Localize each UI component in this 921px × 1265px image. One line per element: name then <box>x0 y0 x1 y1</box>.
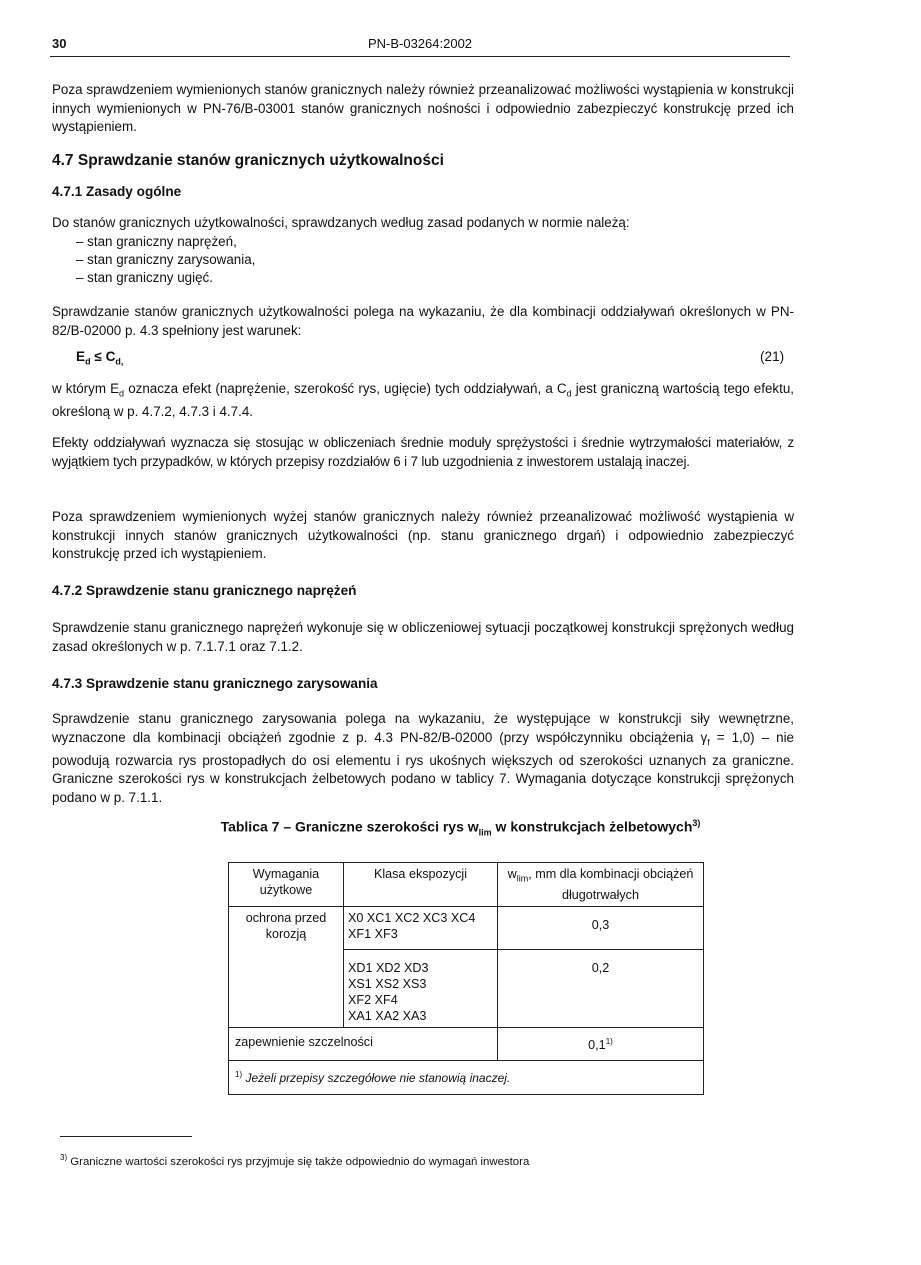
table-row <box>229 1027 704 1060</box>
page-header <box>50 34 790 57</box>
table-7 <box>228 862 704 1095</box>
equation-number: (21) <box>760 349 785 364</box>
footnote-3: $^{3)}$ Graniczne wartości szerokości rys przyjmuje się także odpowiednio do wymagań inwestora <box>60 1153 530 1168</box>
section-4-7-2-body: Sprawdzenie stanu granicznego naprężeń wykonuje się w obliczeniowej sytuacji początkowej konstrukcji sprężonych według zasad określonych w p. 7.1.7.1 oraz 7.1.2. <box>52 620 794 654</box>
table-note: $^{1)}$ Jeżeli przepisy szczegółowe nie stanowią inaczej. <box>229 1060 704 1094</box>
list-item: – stan graniczny zarysowania, <box>76 252 256 268</box>
table-note-row <box>229 1060 704 1094</box>
cell-value-3: 0,1$^{1)}$ <box>498 1027 704 1060</box>
table-header-row <box>229 863 704 907</box>
formula-21: $E_d \le C_{d,}$ <box>76 349 124 367</box>
cell-tightness: zapewnienie szczelności <box>229 1027 498 1060</box>
header-cell-requirements: Wymagania użytkowe <box>229 863 344 907</box>
table-7-caption: Tablica 7 – Graniczne szerokości rys $w_{lim}$ w konstrukcjach żelbetowych$^{3)}$ <box>220 818 701 838</box>
page-number: 30 <box>52 36 67 51</box>
section-4-7-1-para4: Efekty oddziaływań wyznacza się stosując w obliczeniach średnie moduły sprężystości i średnie wytrzymałości materiałów, z wyjątkiem tych przypadków, w których przepisy rozdziałów 6 i 7 lub uzgodnienia z inwestorem ustalają inaczej. <box>52 435 794 469</box>
section-4-7-3-body: Sprawdzenie stanu granicznego zarysowania polega na wykazaniu, że występujące w konstrukcji siły wewnętrzne, wyznaczone dla kombinacji obciążeń zgodnie z p. 4.3 PN-82/B-02000 (przy współczynniku obciążenia $\gamma_f = 1,0$) – nie powodują rozwarcia rys prostopadłych do osi elementu i rys ukośnych większych od szerokości uznanych za graniczne. Graniczne szerokości rys w konstrukcjach żelbetowych podano w tablicy 7. Wymagania dotyczące konstrukcji sprężonych podano w p. 7.1.1. <box>52 711 795 806</box>
footnote-divider <box>60 1136 192 1137</box>
section-4-7-1-lead: Do stanów granicznych użytkowalności, sprawdzanych według zasad podanych w normie należą: <box>52 215 630 230</box>
intro-paragraph: Poza sprawdzeniem wymienionych stanów granicznych należy również przeanalizować możliwości wystąpienia w konstrukcji innych wymienionych w PN-76/B-03001 stanów granicznych nośności i odpowiednio zabezpieczyć konstrukcję przed ich wystąpieniem. <box>52 82 794 135</box>
table-row <box>229 906 704 949</box>
section-4-7-1-para3: w którym $E_d$ oznacza efekt (naprężenie, szerokość rys, ugięcie) tych oddziaływań, a $C_d$ jest graniczną wartością tego efektu, określoną w p. 4.7.2, 4.7.3 i 4.7.4. <box>52 381 794 420</box>
header-cell-wlim: $w_{lim}$, mm dla kombinacji obciążeń długotrwałych <box>498 863 704 907</box>
section-4-7-title: 4.7 Sprawdzanie stanów granicznych użytkowalności <box>52 152 444 169</box>
section-4-7-3-title: 4.7.3 Sprawdzenie stanu granicznego zarysowania <box>52 676 378 691</box>
section-4-7-2-title: 4.7.2 Sprawdzenie stanu granicznego naprężeń <box>52 583 357 598</box>
list-item: – stan graniczny naprężeń, <box>76 234 237 249</box>
section-4-7-1-title: 4.7.1 Zasady ogólne <box>52 184 182 199</box>
cell-value-1: 0,3 <box>498 906 704 949</box>
cell-corrosion-protection: ochrona przed korozją <box>229 906 344 1027</box>
section-4-7-1-para2: Sprawdzanie stanów granicznych użytkowalności polega na wykazaniu, że dla kombinacji oddziaływań określonych w PN-82/B-02000 p. 4.3 spełniony jest warunek: <box>52 304 794 338</box>
limit-states-list <box>76 233 255 288</box>
cell-class-group-1: X0 XC1 XC2 XC3 XC4 XF1 XF3 <box>344 906 498 949</box>
standard-id: PN-B-03264:2002 <box>367 36 473 51</box>
section-4-7-1-para5: Poza sprawdzeniem wymienionych wyżej stanów granicznych należy również przeanalizować możliwość wystąpienia w konstrukcji innych stanów granicznych użytkowalności (np. stanu granicznego drgań) i odpowiednio zabezpieczyć konstrukcję przed ich wystąpieniem. <box>52 509 794 562</box>
cell-value-2: 0,2 <box>498 949 704 1027</box>
cell-class-group-2: XD1 XD2 XD3 XS1 XS2 XS3 XF2 XF4 XA1 XA2 XA3 <box>344 949 498 1027</box>
header-cell-exposure-class: Klasa ekspozycji <box>344 863 498 907</box>
list-item: – stan graniczny ugięć. <box>76 270 213 286</box>
